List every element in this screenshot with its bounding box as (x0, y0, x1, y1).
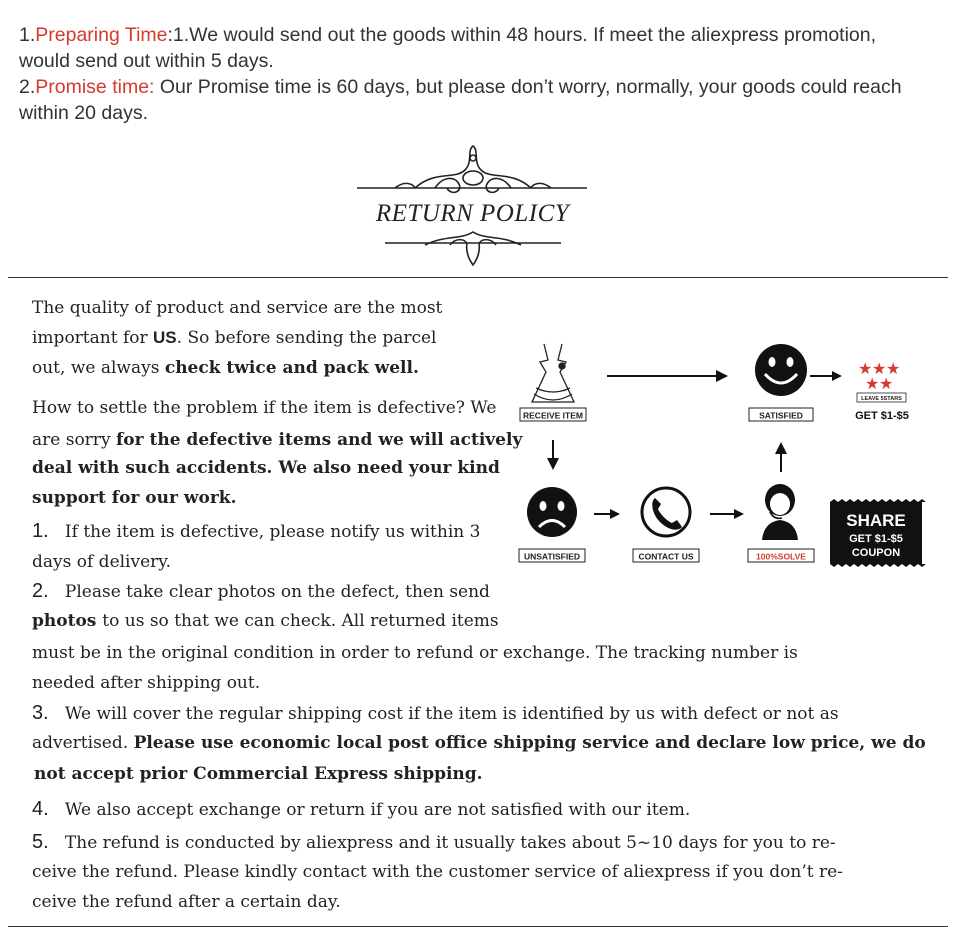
promise-time-cont: within 20 days. (19, 102, 148, 124)
unsatisfied-label: UNSATISFIED (523, 551, 581, 562)
leave-stars-label: LEAVE 5STARS (861, 396, 902, 402)
svg-text:★: ★ (865, 376, 880, 393)
divider-top (8, 277, 948, 278)
svg-text:★: ★ (858, 361, 873, 378)
dress-icon (532, 344, 574, 402)
get-reward-label: GET $1-$5 (855, 410, 909, 422)
settle-line-4: support for our work. (32, 488, 237, 508)
arrow-right-icon (716, 370, 728, 382)
arrow-right-icon (610, 509, 620, 519)
settle-line-3: deal with such accidents. We also need your kind (32, 458, 500, 478)
share-label: SHARE (846, 511, 906, 530)
item-4-line-1: 4. We also accept exchange or return if you are not satisfied with our item. (32, 798, 691, 820)
item-2-line-3: must be in the original condition in order to refund or exchange. The tracking number is (32, 643, 798, 663)
svg-text:★: ★ (872, 361, 887, 378)
promise-time-line: 2.Promise time: Our Promise time is 60 days, but please don’t worry, normally, your goods could reach (19, 76, 902, 98)
item-5-line-1: 5. The refund is conducted by aliexpress and it usually takes about 5~10 days for you to re- (32, 831, 836, 853)
satisfied-label: SATISFIED (759, 410, 803, 421)
shipping-info (19, 22, 929, 126)
settle-line-1: How to settle the problem if the item is defective? We (32, 398, 497, 418)
item-2-line-2: photos to us so that we can check. All returned items (32, 611, 499, 631)
intro-line-2: important for US. So before sending the parcel (32, 328, 437, 348)
item-3-line-3: not accept prior Commercial Express shipping. (34, 764, 483, 784)
arrow-down-icon (547, 458, 559, 470)
item-5-line-3: ceive the refund after a certain day. (32, 892, 341, 912)
contact-us-label: CONTACT US (638, 551, 694, 562)
receive-item-label: RECEIVE ITEM (523, 410, 583, 421)
preparing-time-cont: would send out within 5 days. (19, 50, 274, 72)
solve-label: 100%SOLVE (756, 551, 806, 562)
support-agent-icon (762, 484, 798, 540)
svg-text:★: ★ (879, 376, 894, 393)
svg-text:★: ★ (886, 361, 901, 378)
preparing-time-line: 1.Preparing Time:1.We would send out the goods within 48 hours. If meet the aliexpress promotion, (19, 24, 877, 46)
five-stars-icon (858, 361, 900, 393)
item-3-line-1: 3. We will cover the regular shipping cost if the item is identified by us with defect or not as (32, 702, 839, 724)
share-get-label: GET $1-$5 (849, 533, 903, 545)
preparing-time-label: Preparing Time (35, 24, 168, 46)
arrow-right-icon (734, 509, 744, 519)
return-policy-title: RETURN POLICY (375, 200, 570, 227)
phone-icon (642, 488, 690, 536)
settle-line-2: are sorry for the defective items and we will actively (32, 430, 523, 450)
intro-line-1: The quality of product and service are the most (32, 298, 443, 318)
promise-time-label: Promise time: (35, 76, 155, 98)
return-flow-diagram (512, 330, 952, 580)
sad-face-icon (527, 487, 577, 537)
intro-line-3: out, we always check twice and pack well. (32, 358, 419, 378)
item-2-line-4: needed after shipping out. (32, 673, 261, 693)
item-5-line-2: ceive the refund. Please kindly contact with the customer service of aliexpress if you don’t re- (32, 862, 843, 882)
happy-face-icon (755, 344, 807, 396)
arrow-right-icon (832, 371, 842, 381)
arrow-up-icon (775, 442, 787, 454)
item-2-line-1: 2. Please take clear photos on the defect, then send (32, 580, 490, 602)
item-3-line-2: advertised. Please use economic local post office shipping service and declare low price, we do (32, 733, 926, 753)
item-1-line-1: 1. If the item is defective, please notify us within 3 (32, 520, 481, 542)
coupon-label: COUPON (851, 547, 901, 559)
item-1-line-2: days of delivery. (32, 552, 172, 572)
